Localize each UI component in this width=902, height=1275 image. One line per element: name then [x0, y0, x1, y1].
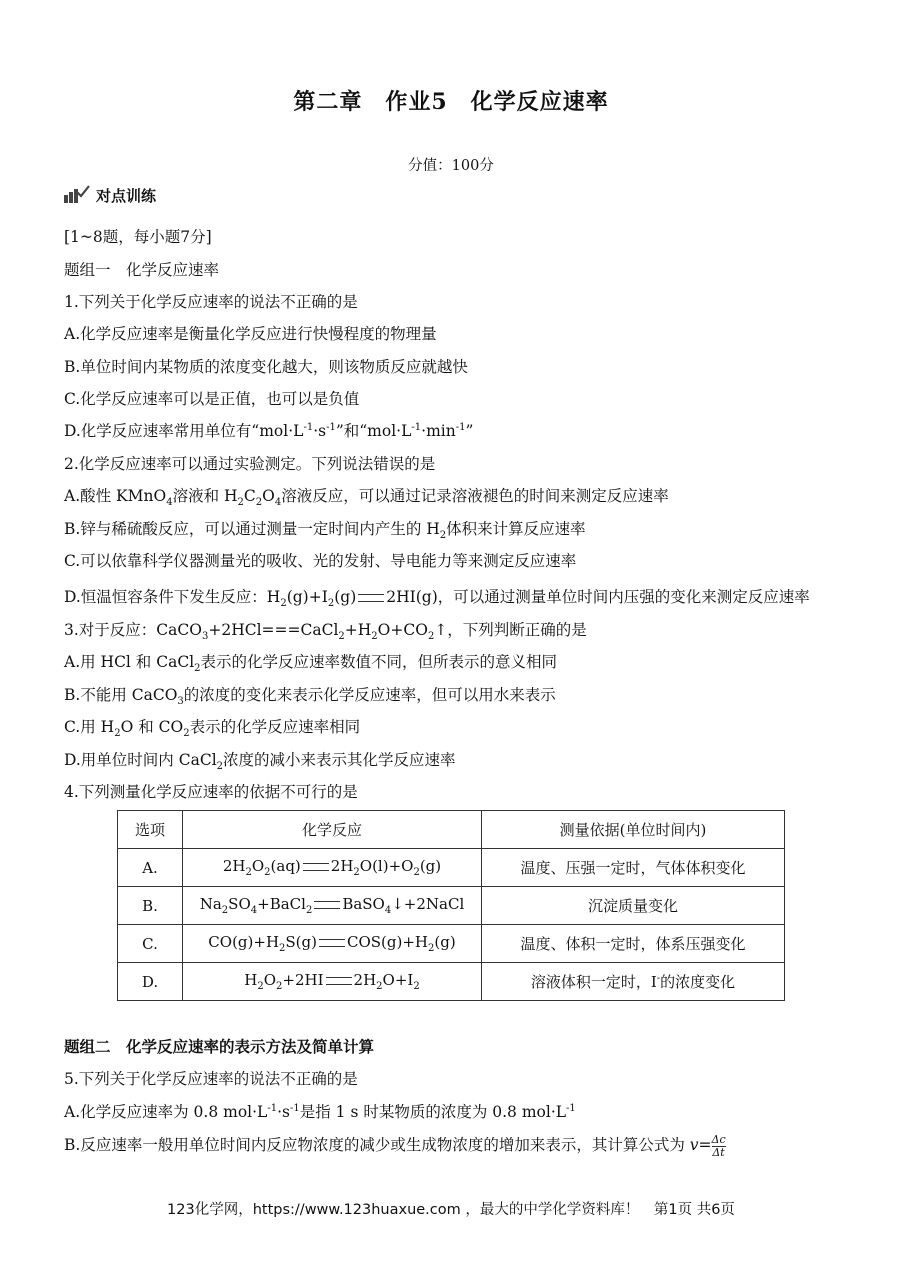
equilibrium-sign — [319, 939, 345, 947]
section-label: 对点训练 — [96, 186, 157, 205]
q3-option-d: D.用单位时间内 CaCl$_2$浓度的减小来表示其化学反应速率 — [64, 751, 456, 773]
rate-formula: $\frac{\Delta c}{\Delta t}$ — [711, 1132, 726, 1159]
table-header-row — [118, 811, 785, 849]
group-heading-1: 题组一 化学反应速率 — [64, 261, 220, 279]
table-row: A. $2H_2O_2(aq)$ $2H_2O(l)+O_2(g)$ 温度、压强一定时，气体体积变化 — [118, 849, 785, 887]
group-heading-2: 题组二 化学反应速率的表示方法及简单计算 — [64, 1037, 375, 1056]
section-heading — [64, 184, 156, 206]
page-title: 第二章 作业5 化学反应速率 — [293, 89, 609, 115]
q3-option-c: C.用 $H_2O$ 和 $CO_2$表示的化学反应速率相同 — [64, 718, 361, 740]
q5-stem: 5.下列关于化学反应速率的说法不正确的是 — [64, 1070, 358, 1088]
q2-option-a: A.酸性 KMnO$_4$溶液和 $H_2C_2O_4$溶液反应，可以通过记录溶液褪色的时间来测定反应速率 — [64, 487, 669, 509]
table-row: D. $H_2O_2+2HI$ $2H_2O+I_2$ 溶液体积一定时，I-的浓度变化 — [118, 963, 785, 1001]
reaction-b: $Na_2SO_4+BaCl_2$ BaSO$_4$↓+2NaCl — [183, 887, 482, 925]
q1-option-c: C.化学反应速率可以是正值，也可以是负值 — [64, 390, 360, 408]
q2-option-c: C.可以依靠科学仪器测量光的吸收、光的发射、导电能力等来测定反应速率 — [64, 552, 577, 570]
bar-check-icon — [64, 187, 88, 203]
q4-stem: 4.下列测量化学反应速率的依据不可行的是 — [64, 783, 358, 801]
q2-option-d: D.恒温恒容条件下发生反应：$H_2(g)+I_2(g)$ 2HI(g)，可以通过测量单位时间内压强的变化来测定反应速率 — [64, 588, 810, 610]
q1-stem: 1.下列关于化学反应速率的说法不正确的是 — [64, 293, 358, 311]
header-reaction: 化学反应 — [183, 811, 482, 849]
q5-option-b: B.反应速率一般用单位时间内反应物浓度的减少或生成物浓度的增加来表示，其计算公式为 v= $\frac{\Delta c}{\Delta t}$ — [64, 1132, 726, 1159]
reaction-d: $H_2O_2+2HI$ $2H_2O+I_2$ — [183, 963, 482, 1001]
q5-option-a: A.化学反应速率为 0.8 $mol\cdot L^{-1}\cdot s^{-1}$是指 1 s 时某物质的浓度为 0.8 $mol\cdot L^{-1}$ — [64, 1102, 576, 1121]
score-value: 分值：100分 — [408, 158, 494, 174]
header-option: 选项 — [118, 811, 183, 849]
q2-option-b: B.锌与稀硫酸反应，可以通过测量一定时间内产生的 $H_2$体积来计算反应速率 — [64, 520, 586, 542]
reaction-c: $CO(g)+H_2S(g)$ $COS(g)+H_2(g)$ — [183, 925, 482, 963]
reaction-a: $2H_2O_2(aq)$ $2H_2O(l)+O_2(g)$ — [183, 849, 482, 887]
q3-option-a: A.用 HCl 和 CaCl$_2$表示的化学反应速率数值不同，但所表示的意义相同 — [64, 653, 558, 675]
q1-option-b: B.单位时间内某物质的浓度变化越大，则该物质反应就越快 — [64, 358, 468, 376]
q3-stem: 3.对于反应：$CaCO_3+2HCl===CaCl_2+H_2O+CO_2↑$，下列判断正确的是 — [64, 621, 587, 643]
table-row: B. $Na_2SO_4+BaCl_2$ BaSO$_4$↓+2NaCl 沉淀质量变化 — [118, 887, 785, 925]
table-row: C. $CO(g)+H_2S(g)$ $COS(g)+H_2(g)$ 温度、体积一定时，体系压强变化 — [118, 925, 785, 963]
equilibrium-sign — [358, 594, 384, 602]
q2-stem: 2.化学反应速率可以通过实验测定。下列说法错误的是 — [64, 455, 436, 473]
q1-option-a: A.化学反应速率是衡量化学反应进行快慢程度的物理量 — [64, 325, 437, 343]
equals-sign — [326, 977, 352, 985]
equals-sign — [314, 901, 340, 909]
equals-sign — [303, 863, 329, 871]
page-footer: 123化学网，https://www.123huaxue.com ，最大的中学化学资料库！ 第1页 共6页 — [167, 1202, 735, 1218]
intro-text: [1~8题，每小题7分] — [64, 228, 212, 246]
reaction-table — [117, 810, 785, 1001]
header-basis: 测量依据(单位时间内) — [482, 811, 785, 849]
q3-option-b: B.不能用 CaCO$_3$的浓度的变化来表示化学反应速率，但可以用水来表示 — [64, 686, 556, 708]
q1-option-d: D.化学反应速率常用单位有“$mol\cdot L^{-1}\cdot s^{-1}$”和“$mol\cdot L^{-1}\cdot\min^{-1}$” — [64, 421, 474, 440]
